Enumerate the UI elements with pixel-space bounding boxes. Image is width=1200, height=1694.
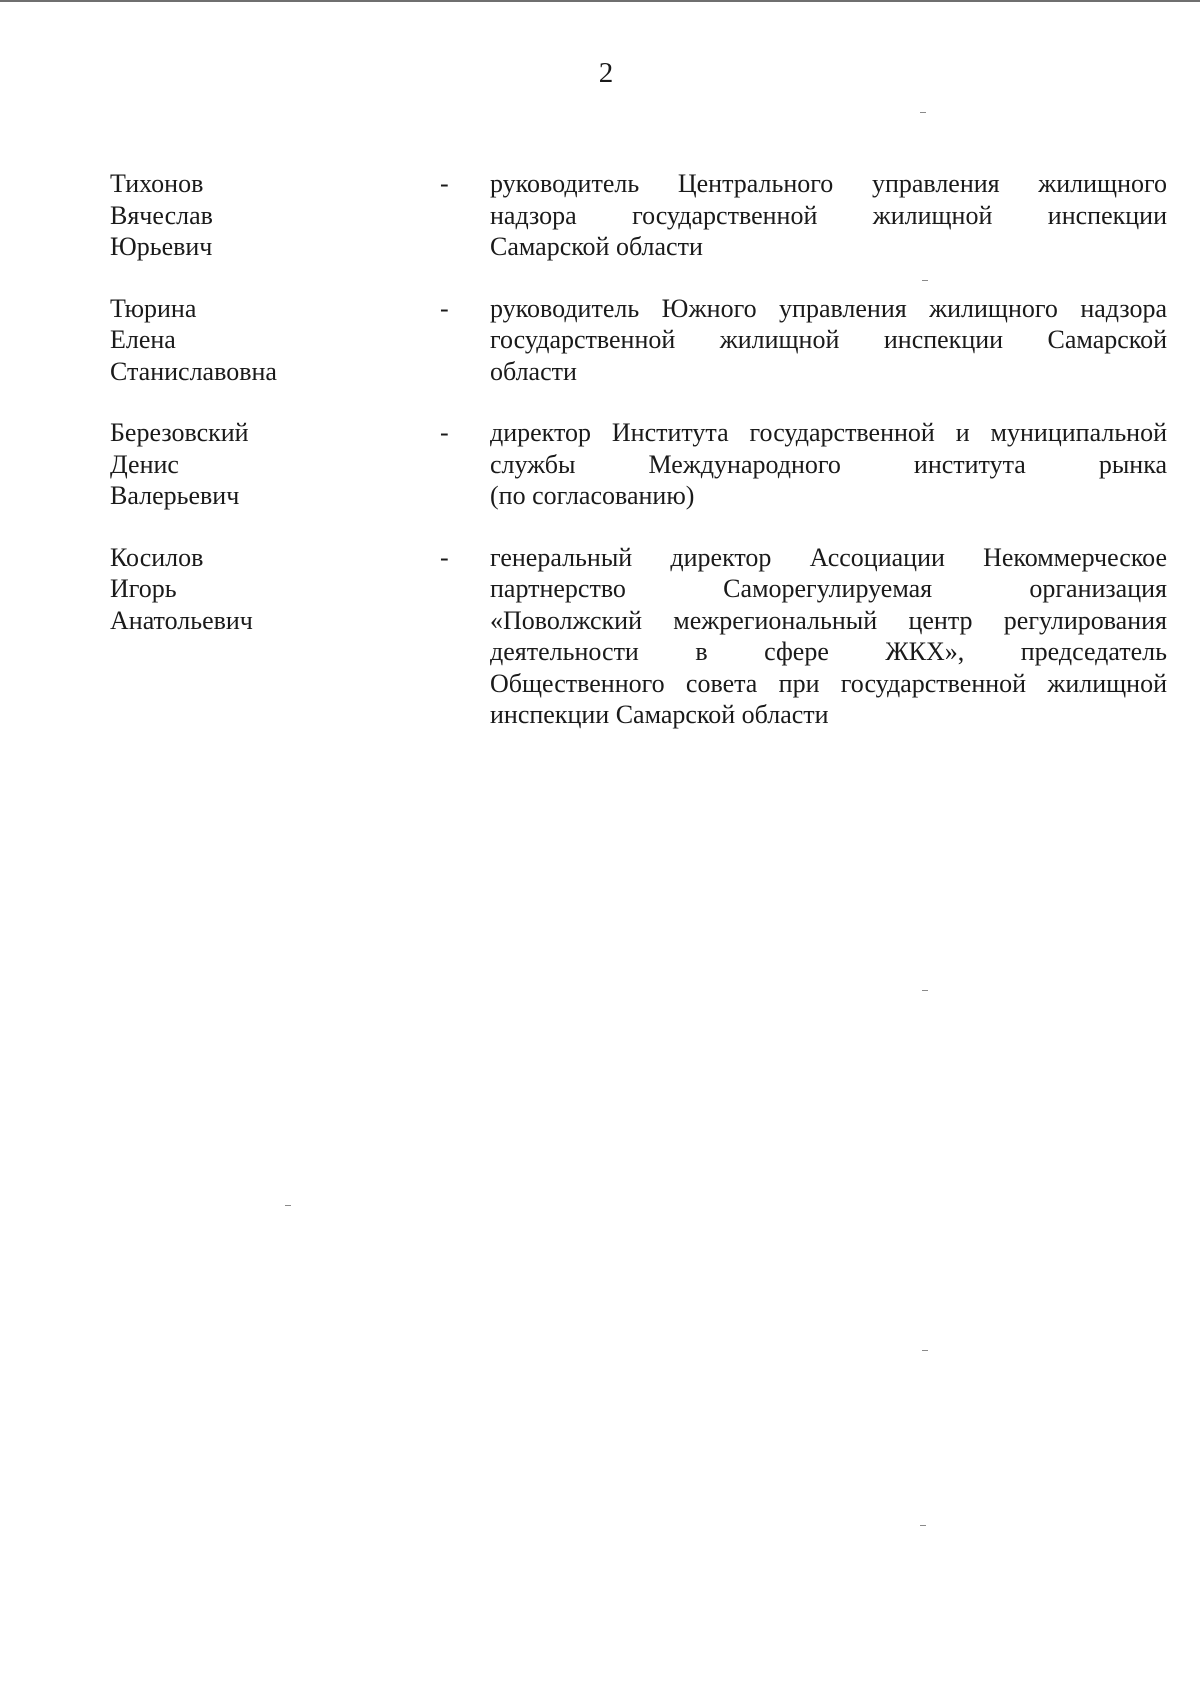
member-surname: Косилов bbox=[110, 542, 204, 572]
member-name bbox=[110, 542, 340, 637]
member-role bbox=[490, 168, 1167, 263]
member-role-line: деятельности в сфере ЖКХ», председатель bbox=[490, 637, 1167, 666]
scan-speck bbox=[285, 1205, 291, 1206]
member-role-line: партнерство Саморегулируемая организация bbox=[490, 574, 1167, 603]
member-role-line: Общественного совета при государственной жилищной bbox=[490, 668, 1167, 698]
member-dash: - bbox=[440, 418, 449, 447]
member-entry bbox=[110, 168, 1167, 263]
member-first-name: Вячеслав bbox=[110, 200, 213, 230]
member-entry bbox=[110, 542, 1167, 731]
member-dash: - bbox=[440, 293, 449, 323]
member-role-line: службы Международного института рынка bbox=[490, 449, 1167, 479]
member-role-line: руководитель Центрального управления жилищного bbox=[490, 169, 1167, 198]
member-role bbox=[490, 417, 1167, 512]
member-entry bbox=[110, 293, 1167, 388]
member-role-line: области bbox=[490, 356, 577, 386]
member-dash: - bbox=[440, 542, 449, 572]
scan-speck bbox=[922, 990, 928, 991]
member-role-line: (по согласованию) bbox=[490, 481, 695, 510]
member-role-line: государственной жилищной инспекции Самарской bbox=[490, 325, 1167, 354]
member-role-line: генеральный директор Ассоциации Некоммерческое bbox=[490, 542, 1167, 572]
member-first-name: Денис bbox=[110, 449, 179, 479]
member-list bbox=[110, 168, 1167, 761]
member-role-line: инспекции Самарской области bbox=[490, 700, 829, 729]
scan-speck bbox=[920, 1525, 926, 1526]
member-first-name: Игорь bbox=[110, 574, 177, 603]
member-role-line: надзора государственной жилищной инспекции bbox=[490, 200, 1167, 230]
member-role-line: Самарской области bbox=[490, 232, 703, 261]
member-patronymic: Станиславовна bbox=[110, 356, 277, 386]
member-role bbox=[490, 293, 1167, 388]
member-patronymic: Анатольевич bbox=[110, 605, 253, 635]
member-first-name: Елена bbox=[110, 325, 176, 354]
member-patronymic: Валерьевич bbox=[110, 481, 240, 510]
member-surname: Тюрина bbox=[110, 293, 197, 323]
member-role-line: директор Института государственной и муниципальной bbox=[490, 418, 1167, 447]
scan-speck bbox=[922, 1350, 928, 1351]
member-surname: Тихонов bbox=[110, 169, 204, 198]
member-role-line: руководитель Южного управления жилищного надзора bbox=[490, 293, 1167, 323]
member-dash: - bbox=[440, 169, 449, 198]
page-top-edge bbox=[0, 0, 1200, 2]
member-name bbox=[110, 168, 340, 263]
member-role bbox=[490, 542, 1167, 731]
member-surname: Березовский bbox=[110, 418, 249, 447]
member-name bbox=[110, 417, 340, 512]
member-entry bbox=[110, 417, 1167, 512]
member-patronymic: Юрьевич bbox=[110, 232, 213, 261]
member-name bbox=[110, 293, 340, 388]
page-number: 2 bbox=[598, 57, 614, 89]
scan-speck bbox=[920, 112, 926, 113]
member-role-line: «Поволжский межрегиональный центр регулирования bbox=[490, 605, 1167, 635]
scan-speck bbox=[922, 280, 928, 281]
